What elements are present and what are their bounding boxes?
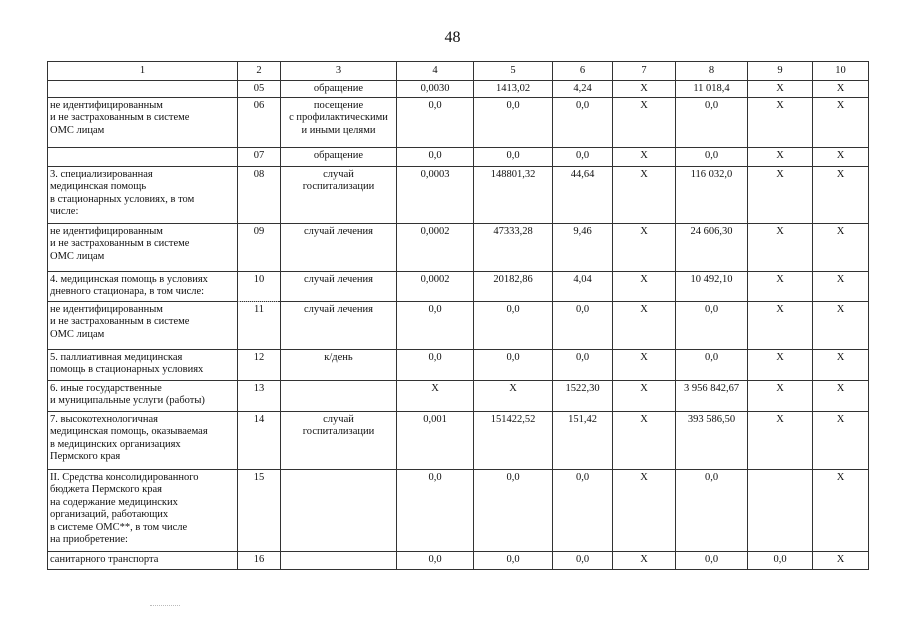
cell-per-capita: 1522,30: [553, 380, 613, 411]
cell-col-9: X: [748, 97, 813, 147]
cell-per-capita: 4,24: [553, 81, 613, 98]
cell-per-capita: 0,0: [553, 469, 613, 551]
table-row: [48, 411, 869, 469]
cell-norm-volume: 0,0002: [397, 271, 474, 301]
cell-col-10: X: [813, 271, 869, 301]
cell-norm-cost: X: [474, 380, 553, 411]
cell-norm-volume: 0,0: [397, 469, 474, 551]
cell-unit: обращение: [281, 81, 397, 98]
cell-col-10: X: [813, 223, 869, 271]
cell-col-9: X: [748, 166, 813, 223]
cell-norm-cost: 151422,52: [474, 411, 553, 469]
cell-total-sum: 116 032,0: [676, 166, 748, 223]
cell-per-capita: 0,0: [553, 301, 613, 349]
table-row: [48, 349, 869, 380]
cell-col-7: X: [613, 469, 676, 551]
cell-unit: случай лечения: [281, 271, 397, 301]
column-header: 2: [238, 62, 281, 81]
table-row: [48, 469, 869, 551]
cell-unit: случай госпитализации: [281, 166, 397, 223]
cell-col-7: X: [613, 147, 676, 166]
cell-col-7: X: [613, 301, 676, 349]
cell-row-code: 13: [238, 380, 281, 411]
cell-col-10: X: [813, 147, 869, 166]
column-header: 9: [748, 62, 813, 81]
cell-per-capita: 0,0: [553, 147, 613, 166]
cell-row-code: 06: [238, 97, 281, 147]
cell-col-9: X: [748, 81, 813, 98]
cell-col-9: X: [748, 301, 813, 349]
cell-row-label: [48, 81, 238, 98]
cell-row-label: 3. специализированная медицинская помощь в стационарных условиях, в том числе:: [48, 166, 238, 223]
cell-col-10: X: [813, 301, 869, 349]
cell-total-sum: 0,0: [676, 97, 748, 147]
cell-col-9: 0,0: [748, 551, 813, 569]
cell-unit: [281, 380, 397, 411]
cell-norm-volume: 0,001: [397, 411, 474, 469]
cell-total-sum: 0,0: [676, 147, 748, 166]
column-header: 10: [813, 62, 869, 81]
data-table: [47, 61, 869, 570]
scan-artifact-line: [150, 605, 180, 606]
cell-row-code: 11: [238, 301, 281, 349]
cell-row-label: 5. паллиативная медицинская помощь в стационарных условиях: [48, 349, 238, 380]
column-header: 4: [397, 62, 474, 81]
cell-col-7: X: [613, 223, 676, 271]
cell-per-capita: 9,46: [553, 223, 613, 271]
cell-total-sum: 0,0: [676, 301, 748, 349]
table-row: [48, 301, 869, 349]
cell-col-9: X: [748, 411, 813, 469]
cell-row-label: не идентифицированным и не застрахованным в системе ОМС лицам: [48, 223, 238, 271]
cell-col-10: X: [813, 551, 869, 569]
cell-per-capita: 0,0: [553, 97, 613, 147]
cell-col-7: X: [613, 97, 676, 147]
cell-col-7: X: [613, 271, 676, 301]
cell-per-capita: 0,0: [553, 349, 613, 380]
table-row: [48, 223, 869, 271]
cell-norm-volume: 0,0002: [397, 223, 474, 271]
cell-row-label: 7. высокотехнологичная медицинская помощь, оказываемая в медицинских организациях Пермского края: [48, 411, 238, 469]
cell-per-capita: 44,64: [553, 166, 613, 223]
cell-total-sum: 3 956 842,67: [676, 380, 748, 411]
cell-per-capita: 4,04: [553, 271, 613, 301]
table-row: [48, 81, 869, 98]
cell-col-7: X: [613, 551, 676, 569]
cell-norm-cost: 0,0: [474, 147, 553, 166]
cell-norm-volume: 0,0: [397, 97, 474, 147]
cell-norm-volume: 0,0: [397, 551, 474, 569]
cell-unit: случай лечения: [281, 223, 397, 271]
cell-col-10: X: [813, 349, 869, 380]
cell-row-label: 6. иные государственные и муниципальные услуги (работы): [48, 380, 238, 411]
cell-unit: к/день: [281, 349, 397, 380]
cell-unit: посещение с профилактическими и иными целями: [281, 97, 397, 147]
cell-total-sum: 0,0: [676, 551, 748, 569]
cell-col-9: X: [748, 349, 813, 380]
cell-unit: [281, 551, 397, 569]
cell-col-7: X: [613, 81, 676, 98]
cell-row-code: 05: [238, 81, 281, 98]
cell-col-10: X: [813, 380, 869, 411]
cell-row-code: 14: [238, 411, 281, 469]
cell-norm-volume: 0,0003: [397, 166, 474, 223]
cell-norm-cost: 148801,32: [474, 166, 553, 223]
cell-total-sum: 10 492,10: [676, 271, 748, 301]
cell-total-sum: 24 606,30: [676, 223, 748, 271]
cell-row-label: 4. медицинская помощь в условиях дневного стационара, в том числе:: [48, 271, 238, 301]
cell-norm-cost: 1413,02: [474, 81, 553, 98]
cell-norm-volume: 0,0: [397, 301, 474, 349]
cell-norm-cost: 0,0: [474, 349, 553, 380]
table-row: [48, 97, 869, 147]
cell-row-label: [48, 147, 238, 166]
cell-total-sum: 11 018,4: [676, 81, 748, 98]
cell-col-10: X: [813, 97, 869, 147]
cell-unit: случай госпитализации: [281, 411, 397, 469]
cell-per-capita: 151,42: [553, 411, 613, 469]
cell-norm-volume: 0,0: [397, 147, 474, 166]
cell-row-code: 12: [238, 349, 281, 380]
table-row: [48, 166, 869, 223]
cell-row-code: 09: [238, 223, 281, 271]
cell-norm-cost: 0,0: [474, 551, 553, 569]
table-row: [48, 271, 869, 301]
cell-norm-volume: 0,0: [397, 349, 474, 380]
cell-row-label: II. Средства консолидированного бюджета Пермского края на содержание медицинских организаций, работающих в системе ОМС**, в том числе на приобретение:: [48, 469, 238, 551]
cell-row-code: 08: [238, 166, 281, 223]
cell-col-9: X: [748, 223, 813, 271]
cell-row-label: санитарного транспорта: [48, 551, 238, 569]
cell-col-10: X: [813, 166, 869, 223]
cell-per-capita: 0,0: [553, 551, 613, 569]
cell-norm-volume: 0,0030: [397, 81, 474, 98]
cell-col-9: X: [748, 380, 813, 411]
cell-norm-cost: 0,0: [474, 301, 553, 349]
cell-row-code: 10: [238, 271, 281, 301]
cell-norm-volume: X: [397, 380, 474, 411]
cell-row-code: 15: [238, 469, 281, 551]
cell-total-sum: 0,0: [676, 349, 748, 380]
column-header: 6: [553, 62, 613, 81]
cell-norm-cost: 0,0: [474, 469, 553, 551]
table-header-row: [48, 62, 869, 81]
cell-norm-cost: 0,0: [474, 97, 553, 147]
cell-col-10: X: [813, 81, 869, 98]
cell-col-7: X: [613, 411, 676, 469]
cell-row-label: не идентифицированным и не застрахованным в системе ОМС лицам: [48, 301, 238, 349]
cell-unit: [281, 469, 397, 551]
cell-row-label: не идентифицированным и не застрахованным в системе ОМС лицам: [48, 97, 238, 147]
table-row: [48, 551, 869, 569]
table-row: [48, 147, 869, 166]
cell-col-7: X: [613, 349, 676, 380]
cell-col-9: X: [748, 271, 813, 301]
cell-row-code: 07: [238, 147, 281, 166]
column-header: 8: [676, 62, 748, 81]
cell-col-7: X: [613, 380, 676, 411]
cell-row-code: 16: [238, 551, 281, 569]
cell-norm-cost: 47333,28: [474, 223, 553, 271]
cell-total-sum: 0,0: [676, 469, 748, 551]
cell-unit: случай лечения: [281, 301, 397, 349]
column-header: 3: [281, 62, 397, 81]
column-header: 1: [48, 62, 238, 81]
cell-unit: обращение: [281, 147, 397, 166]
column-header: 5: [474, 62, 553, 81]
table-row: [48, 380, 869, 411]
cell-col-7: X: [613, 166, 676, 223]
cell-col-10: X: [813, 469, 869, 551]
cell-col-10: X: [813, 411, 869, 469]
cell-total-sum: 393 586,50: [676, 411, 748, 469]
page-number: 48: [444, 29, 461, 46]
scan-artifact-line: [238, 301, 278, 302]
cell-col-9: [748, 469, 813, 551]
cell-norm-cost: 20182,86: [474, 271, 553, 301]
cell-col-9: X: [748, 147, 813, 166]
column-header: 7: [613, 62, 676, 81]
